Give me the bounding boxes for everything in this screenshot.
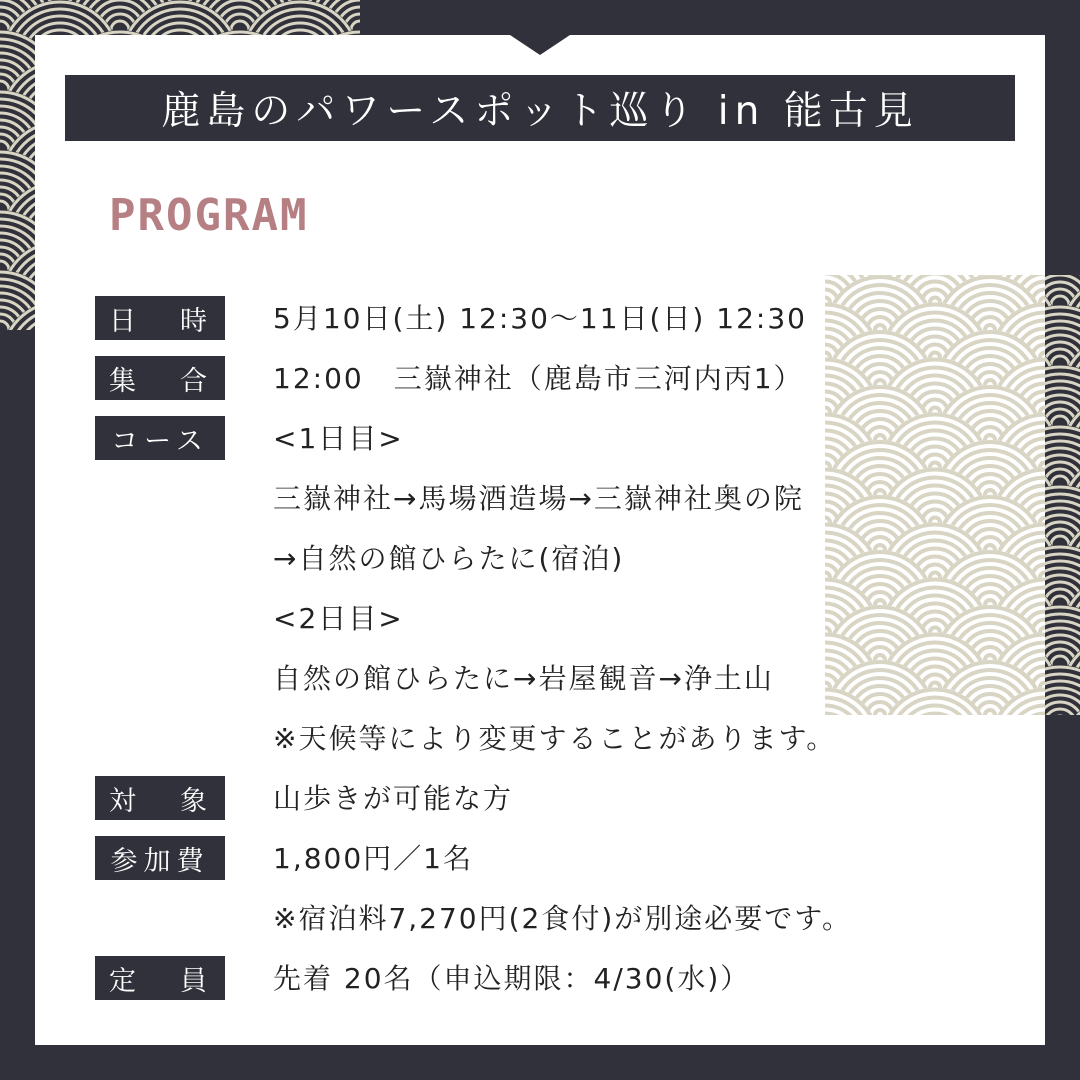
detail-label-text: 象: [180, 785, 207, 817]
detail-label-text: 合: [180, 365, 207, 397]
detail-text: ※宿泊料7,270円(2食付)が別途必要です。: [273, 902, 853, 935]
detail-label-text: 定: [109, 965, 136, 997]
detail-text: ※天候等により変更することがあります。: [273, 722, 837, 755]
wave-pattern-card: [825, 275, 1045, 715]
detail-label-text: 集: [109, 365, 136, 397]
detail-text: 三嶽神社→馬場酒造場→三嶽神社奥の院: [273, 482, 804, 515]
detail-text: <1日目>: [273, 422, 404, 455]
detail-text: 山歩きが可能な方: [273, 782, 514, 815]
detail-row: [95, 950, 852, 1010]
detail-text: 1,800円／1名: [273, 842, 473, 875]
detail-label: [95, 776, 225, 820]
program-details: [95, 290, 852, 1010]
detail-text: 12:00 三嶽神社（鹿島市三河内丙1）: [273, 362, 804, 395]
detail-label-text: 対: [109, 785, 136, 817]
detail-label-text: 員: [180, 965, 207, 997]
title-banner: [65, 75, 1015, 141]
detail-label-text: 日: [109, 305, 136, 337]
detail-text: 5月10日(土) 12:30～11日(日) 12:30: [273, 302, 807, 335]
detail-row: [95, 290, 852, 350]
card-notch: [507, 35, 573, 55]
detail-label-text: 参加費: [110, 845, 210, 877]
page-title: 鹿島のパワースポット巡り in 能古見: [161, 89, 919, 134]
detail-label-text: 時: [180, 305, 207, 337]
detail-label: [95, 296, 225, 340]
detail-row: [95, 350, 852, 410]
detail-row: [95, 770, 852, 830]
detail-text: 先着 20名（申込期限：4/30(水)）: [273, 962, 751, 995]
detail-text: <2日目>: [273, 602, 404, 635]
detail-label: [95, 836, 225, 880]
detail-label-text: コース: [111, 425, 209, 457]
detail-label: [95, 956, 225, 1000]
program-card: [35, 35, 1045, 1045]
detail-label: [95, 416, 225, 460]
detail-label: [95, 356, 225, 400]
detail-row: [95, 410, 852, 770]
detail-text: →自然の館ひらたに(宿泊): [273, 542, 625, 575]
detail-row: [95, 830, 852, 950]
program-heading: PROGRAM: [109, 190, 309, 241]
detail-text: 自然の館ひらたに→岩屋観音→浄土山: [273, 662, 774, 695]
